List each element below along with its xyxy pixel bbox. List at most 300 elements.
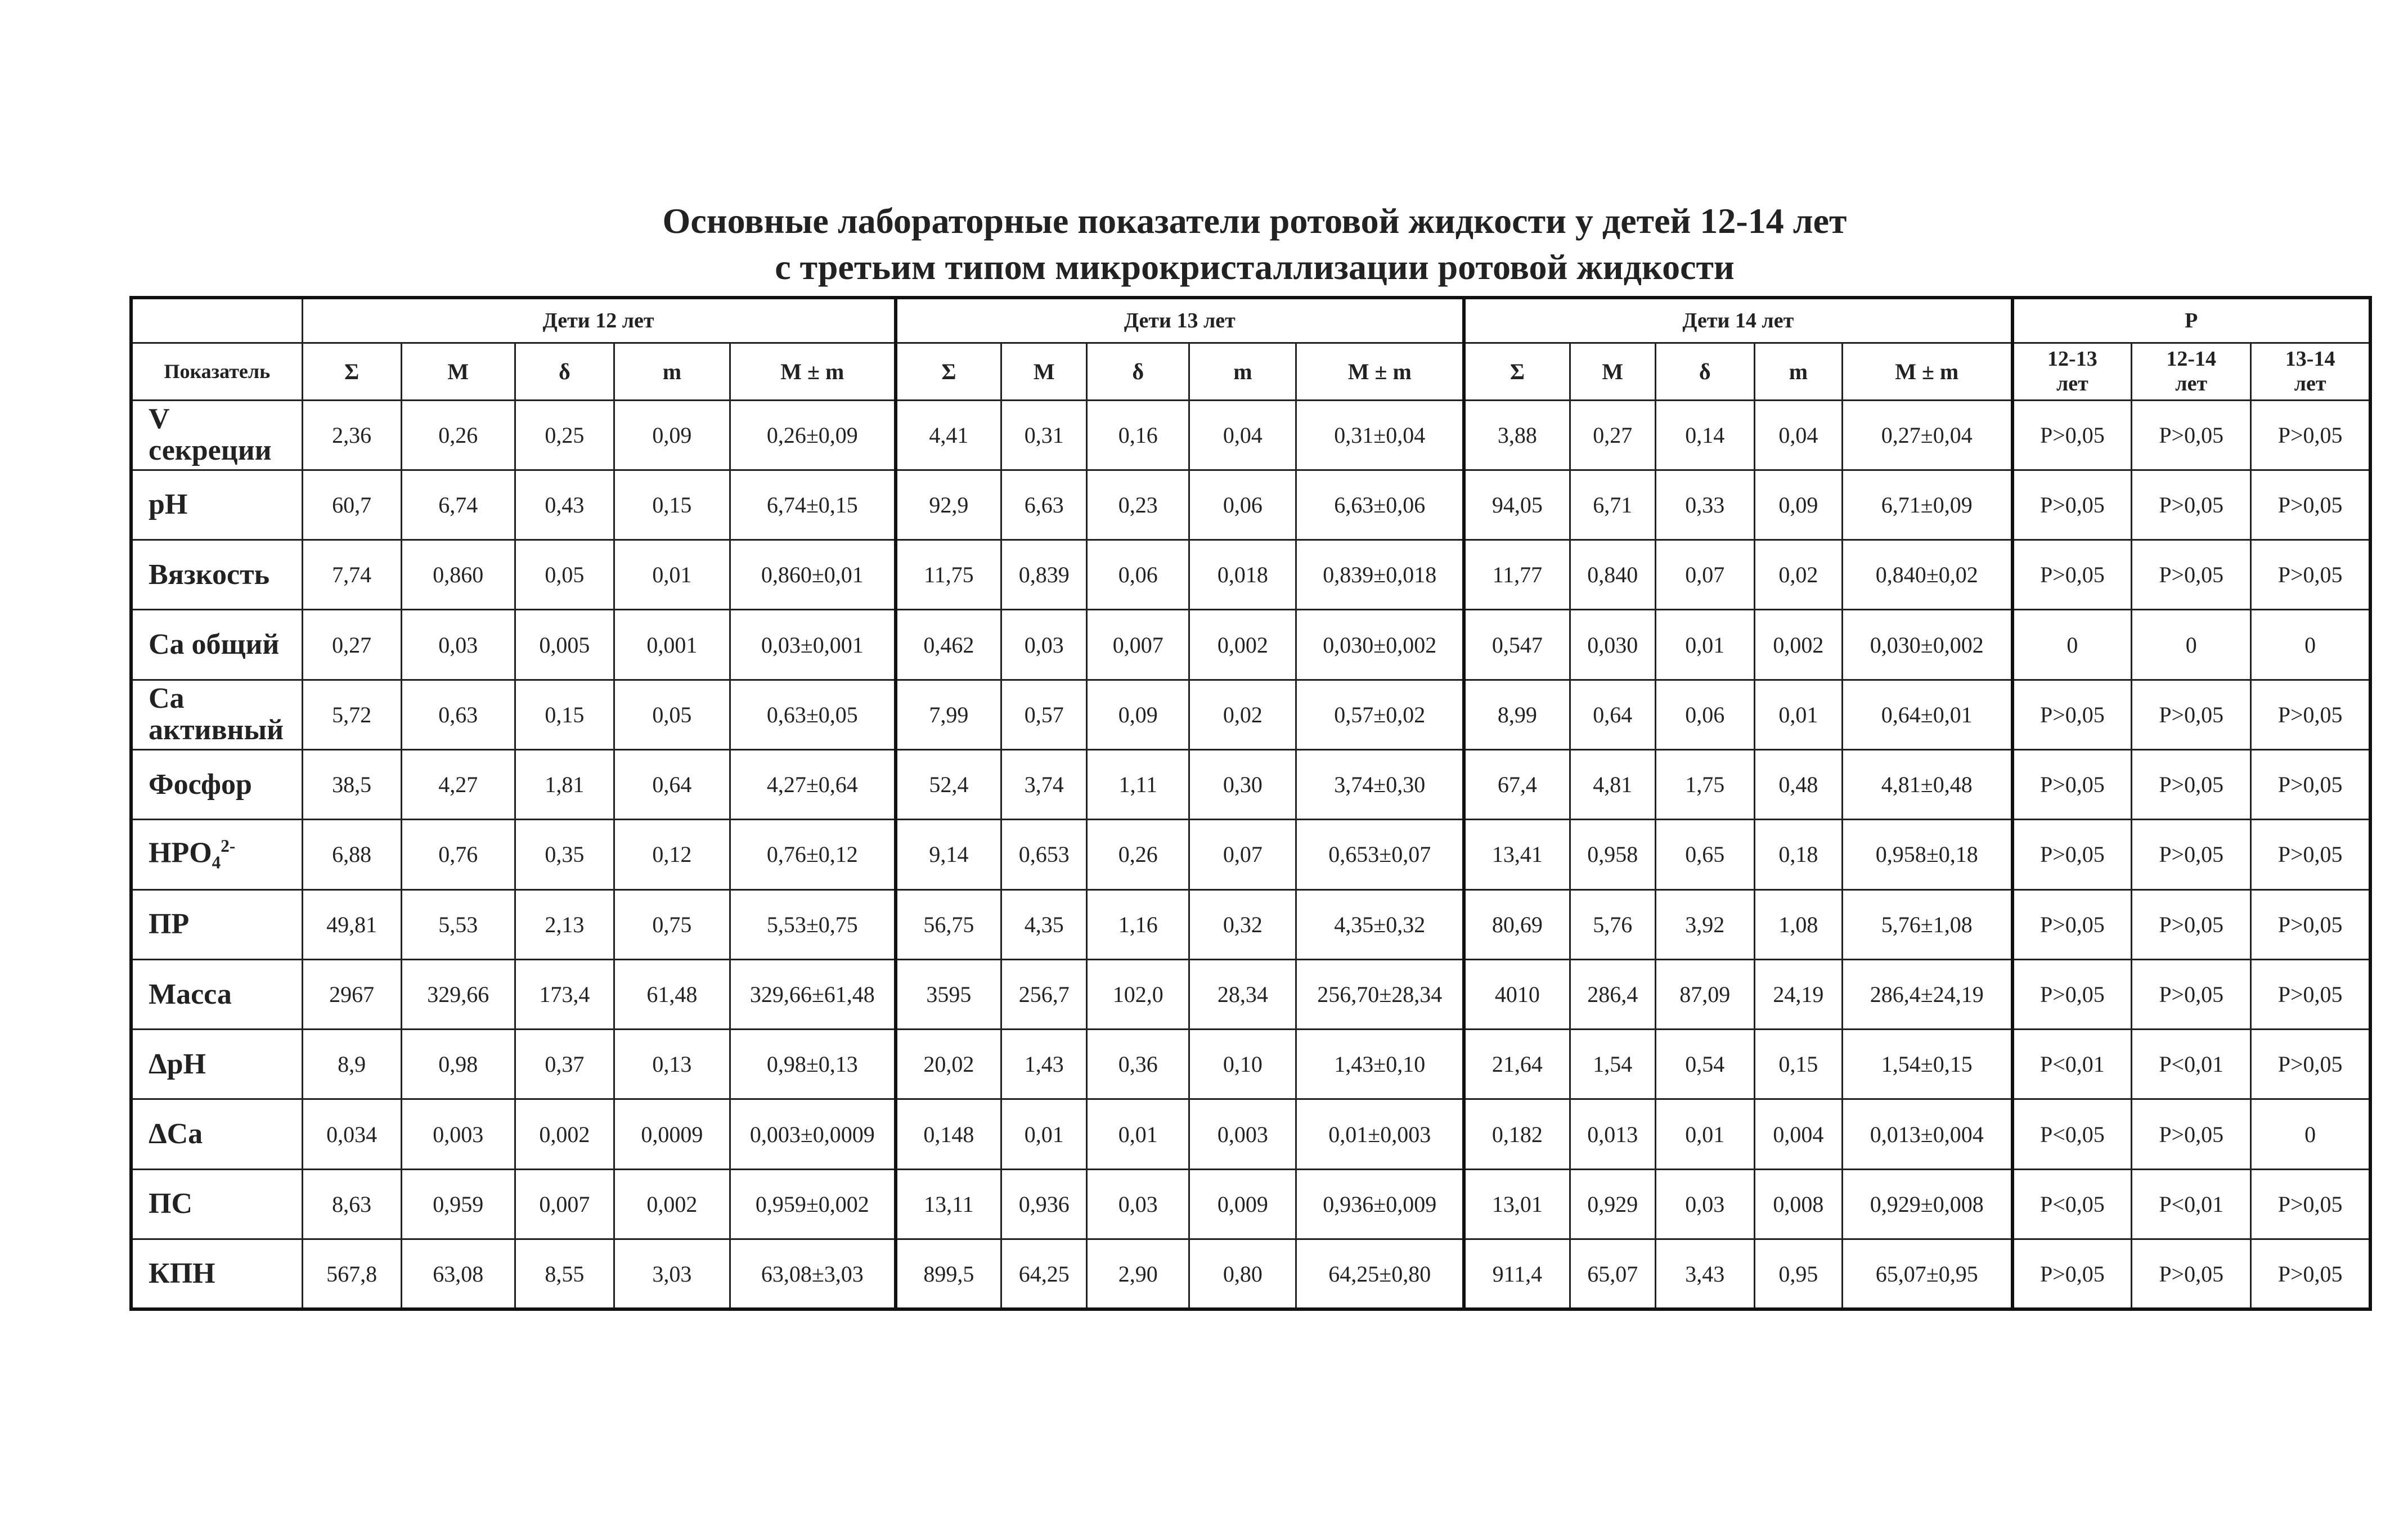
cell-g14-1: 4,81	[1570, 749, 1655, 819]
cell-g12-3: 0,001	[614, 610, 730, 680]
cell-g13-4: 256,70±28,34	[1296, 959, 1464, 1029]
col-header-p-2	[2251, 343, 2370, 400]
indicator-name-line2: активный	[149, 714, 284, 747]
cell-g14-2: 0,01	[1655, 1099, 1754, 1169]
cell-g14-0: 911,4	[1464, 1239, 1570, 1309]
cell-g14-3: 0,004	[1754, 1099, 1842, 1169]
cell-g14-3: 0,008	[1754, 1169, 1842, 1239]
cell-g12-0: 0,27	[302, 610, 401, 680]
cell-g14-0: 0,547	[1464, 610, 1570, 680]
cell-g13-2: 0,23	[1087, 470, 1189, 540]
cell-g14-4: 0,64±0,01	[1842, 680, 2012, 749]
cell-g12-2: 0,002	[515, 1099, 614, 1169]
p-range-label: 12-13	[2047, 347, 2097, 371]
row-indicator-name	[131, 959, 302, 1029]
cell-g13-3: 0,04	[1189, 400, 1296, 470]
title-line-1: Основные лабораторные показатели ротовой жидкости у детей 12-14 лет	[662, 201, 1847, 241]
cell-g12-2: 8,55	[515, 1239, 614, 1309]
table-row	[131, 749, 2370, 819]
cell-g13-4: 4,35±0,32	[1296, 889, 1464, 959]
p-unit-label: лет	[2294, 372, 2326, 396]
row-indicator-name	[131, 889, 302, 959]
cell-g14-4: 0,929±0,008	[1842, 1169, 2012, 1239]
cell-p-2: P>0,05	[2251, 959, 2370, 1029]
cell-g12-1: 63,08	[401, 1239, 515, 1309]
cell-g14-3: 1,08	[1754, 889, 1842, 959]
col-header-p-1	[2132, 343, 2251, 400]
cell-g14-4: 286,4±24,19	[1842, 959, 2012, 1029]
cell-p-2: P>0,05	[2251, 749, 2370, 819]
cell-g14-3: 0,01	[1754, 680, 1842, 749]
cell-g13-1: 0,31	[1001, 400, 1087, 470]
cell-g12-0: 8,63	[302, 1169, 401, 1239]
indicator-header: Показатель	[131, 343, 302, 400]
cell-g14-2: 0,01	[1655, 610, 1754, 680]
cell-p-2: P>0,05	[2251, 470, 2370, 540]
table-body	[131, 400, 2370, 1309]
cell-g13-1: 0,03	[1001, 610, 1087, 680]
cell-g13-0: 0,148	[896, 1099, 1001, 1169]
cell-g14-0: 13,41	[1464, 820, 1570, 889]
indicator-name-line2: секреции	[149, 434, 272, 467]
cell-g14-0: 94,05	[1464, 470, 1570, 540]
cell-g14-2: 0,54	[1655, 1030, 1754, 1099]
group-header-14: Дети 14 лет	[1464, 298, 2012, 343]
indicator-name-line1: КПН	[149, 1257, 215, 1290]
group-header-row	[131, 298, 2370, 343]
row-indicator-name	[131, 470, 302, 540]
cell-p-1: P>0,05	[2132, 820, 2251, 889]
cell-g14-1: 6,71	[1570, 470, 1655, 540]
row-indicator-name	[131, 610, 302, 680]
cell-p-2: P>0,05	[2251, 820, 2370, 889]
cell-g12-4: 0,003±0,0009	[730, 1099, 895, 1169]
cell-g14-3: 0,09	[1754, 470, 1842, 540]
cell-g13-0: 7,99	[896, 680, 1001, 749]
cell-g14-3: 0,04	[1754, 400, 1842, 470]
cell-g12-3: 0,13	[614, 1030, 730, 1099]
cell-g14-3: 0,48	[1754, 749, 1842, 819]
cell-g12-1: 0,98	[401, 1030, 515, 1099]
cell-p-0: P>0,05	[2012, 680, 2132, 749]
table-row	[131, 1030, 2370, 1099]
cell-g12-0: 0,034	[302, 1099, 401, 1169]
cell-g14-2: 87,09	[1655, 959, 1754, 1029]
cell-g13-3: 0,009	[1189, 1169, 1296, 1239]
table-row	[131, 470, 2370, 540]
col-header-delta-12: δ	[515, 343, 614, 400]
indicator-name-line1: Ca	[149, 682, 185, 715]
cell-g13-2: 1,11	[1087, 749, 1189, 819]
cell-g13-2: 2,90	[1087, 1239, 1189, 1309]
indicator-name-line1: pH	[149, 488, 188, 521]
cell-g13-0: 11,75	[896, 540, 1001, 610]
cell-g13-1: 4,35	[1001, 889, 1087, 959]
cell-g14-1: 0,013	[1570, 1099, 1655, 1169]
cell-g14-1: 286,4	[1570, 959, 1655, 1029]
cell-g13-1: 1,43	[1001, 1030, 1087, 1099]
cell-g12-4: 0,959±0,002	[730, 1169, 895, 1239]
group-header-13: Дети 13 лет	[896, 298, 1464, 343]
col-header-delta-14: δ	[1655, 343, 1754, 400]
indicator-name-line1: V	[149, 403, 170, 435]
cell-g12-4: 0,03±0,001	[730, 610, 895, 680]
cell-g14-2: 0,14	[1655, 400, 1754, 470]
cell-g13-3: 0,80	[1189, 1239, 1296, 1309]
p-range-label: 12-14	[2166, 347, 2217, 371]
indicator-name-line1: Масса	[149, 978, 232, 1010]
cell-p-1: P<0,01	[2132, 1030, 2251, 1099]
cell-g14-4: 1,54±0,15	[1842, 1030, 2012, 1099]
cell-g12-4: 0,98±0,13	[730, 1030, 895, 1099]
cell-g13-0: 4,41	[896, 400, 1001, 470]
cell-g12-4: 6,74±0,15	[730, 470, 895, 540]
cell-p-2: P>0,05	[2251, 889, 2370, 959]
cell-g12-3: 0,75	[614, 889, 730, 959]
group-header-12: Дети 12 лет	[302, 298, 896, 343]
cell-g12-4: 0,76±0,12	[730, 820, 895, 889]
cell-g13-0: 3595	[896, 959, 1001, 1029]
cell-g12-1: 0,76	[401, 820, 515, 889]
cell-g14-4: 0,013±0,004	[1842, 1099, 2012, 1169]
col-header-p-0	[2012, 343, 2132, 400]
cell-g13-3: 0,002	[1189, 610, 1296, 680]
cell-g13-4: 0,01±0,003	[1296, 1099, 1464, 1169]
cell-g13-4: 0,31±0,04	[1296, 400, 1464, 470]
cell-p-1: P>0,05	[2132, 1099, 2251, 1169]
cell-g12-3: 0,002	[614, 1169, 730, 1239]
cell-g14-0: 80,69	[1464, 889, 1570, 959]
cell-g13-3: 28,34	[1189, 959, 1296, 1029]
cell-g12-4: 0,63±0,05	[730, 680, 895, 749]
cell-g12-2: 2,13	[515, 889, 614, 959]
row-indicator-name	[131, 400, 302, 470]
sub-header-row	[131, 343, 2370, 400]
table-row	[131, 820, 2370, 889]
indicator-name-line1: HPO	[149, 837, 212, 869]
cell-g14-4: 0,958±0,18	[1842, 820, 2012, 889]
cell-g14-3: 0,18	[1754, 820, 1842, 889]
cell-g12-2: 1,81	[515, 749, 614, 819]
cell-g13-0: 0,462	[896, 610, 1001, 680]
cell-g14-2: 1,75	[1655, 749, 1754, 819]
cell-g13-3: 0,07	[1189, 820, 1296, 889]
col-header-mean-pm-error-14: M ± m	[1842, 343, 2012, 400]
table-title	[129, 198, 2380, 290]
cell-g13-1: 64,25	[1001, 1239, 1087, 1309]
table-row	[131, 1099, 2370, 1169]
indicator-name-line1: Вязкость	[149, 558, 270, 591]
row-indicator-name	[131, 820, 302, 889]
cell-g12-3: 0,0009	[614, 1099, 730, 1169]
cell-p-2: P>0,05	[2251, 680, 2370, 749]
cell-g12-4: 4,27±0,64	[730, 749, 895, 819]
cell-g14-4: 65,07±0,95	[1842, 1239, 2012, 1309]
cell-g14-4: 5,76±1,08	[1842, 889, 2012, 959]
cell-g13-0: 20,02	[896, 1030, 1001, 1099]
table-row	[131, 959, 2370, 1029]
cell-g14-1: 0,929	[1570, 1169, 1655, 1239]
cell-g14-0: 0,182	[1464, 1099, 1570, 1169]
cell-p-0: P>0,05	[2012, 820, 2132, 889]
cell-g12-0: 2967	[302, 959, 401, 1029]
cell-g14-2: 3,43	[1655, 1239, 1754, 1309]
cell-g13-0: 92,9	[896, 470, 1001, 540]
cell-g14-4: 4,81±0,48	[1842, 749, 2012, 819]
cell-g14-0: 13,01	[1464, 1169, 1570, 1239]
cell-g14-4: 0,840±0,02	[1842, 540, 2012, 610]
cell-g14-1: 0,27	[1570, 400, 1655, 470]
cell-g13-0: 9,14	[896, 820, 1001, 889]
cell-g13-1: 0,57	[1001, 680, 1087, 749]
cell-g13-4: 0,839±0,018	[1296, 540, 1464, 610]
col-header-mean-12: M	[401, 343, 515, 400]
cell-g14-2: 3,92	[1655, 889, 1754, 959]
cell-p-0: P>0,05	[2012, 540, 2132, 610]
cell-g14-0: 11,77	[1464, 540, 1570, 610]
table-row	[131, 610, 2370, 680]
cell-g14-2: 0,33	[1655, 470, 1754, 540]
cell-g12-3: 0,15	[614, 470, 730, 540]
cell-g12-1: 0,26	[401, 400, 515, 470]
cell-g14-1: 5,76	[1570, 889, 1655, 959]
cell-g13-2: 1,16	[1087, 889, 1189, 959]
cell-g13-0: 899,5	[896, 1239, 1001, 1309]
cell-g13-4: 0,936±0,009	[1296, 1169, 1464, 1239]
cell-g12-0: 60,7	[302, 470, 401, 540]
cell-g12-1: 329,66	[401, 959, 515, 1029]
cell-g13-2: 0,06	[1087, 540, 1189, 610]
cell-g12-2: 0,05	[515, 540, 614, 610]
cell-p-1: P>0,05	[2132, 680, 2251, 749]
cell-g12-0: 6,88	[302, 820, 401, 889]
cell-g13-2: 0,26	[1087, 820, 1189, 889]
cell-p-0: P>0,05	[2012, 400, 2132, 470]
cell-g12-1: 0,860	[401, 540, 515, 610]
p-unit-label: лет	[2056, 372, 2088, 396]
cell-g12-4: 63,08±3,03	[730, 1239, 895, 1309]
row-indicator-name	[131, 749, 302, 819]
cell-g13-0: 56,75	[896, 889, 1001, 959]
row-indicator-name	[131, 680, 302, 749]
cell-g13-3: 0,018	[1189, 540, 1296, 610]
indicator-name-line1: ПР	[149, 908, 190, 941]
cell-p-1: P>0,05	[2132, 400, 2251, 470]
col-header-sigma-12: Σ	[302, 343, 401, 400]
cell-g12-3: 0,12	[614, 820, 730, 889]
cell-g13-4: 64,25±0,80	[1296, 1239, 1464, 1309]
cell-g12-4: 0,26±0,09	[730, 400, 895, 470]
cell-g13-2: 0,01	[1087, 1099, 1189, 1169]
cell-g13-3: 0,30	[1189, 749, 1296, 819]
cell-g12-1: 0,03	[401, 610, 515, 680]
cell-g13-1: 0,936	[1001, 1169, 1087, 1239]
table-row	[131, 889, 2370, 959]
cell-g13-2: 0,16	[1087, 400, 1189, 470]
cell-g14-3: 0,002	[1754, 610, 1842, 680]
cell-g12-0: 7,74	[302, 540, 401, 610]
cell-g13-4: 3,74±0,30	[1296, 749, 1464, 819]
cell-g12-4: 0,860±0,01	[730, 540, 895, 610]
lab-indicators-table	[129, 296, 2372, 1311]
cell-g13-0: 52,4	[896, 749, 1001, 819]
cell-g12-1: 4,27	[401, 749, 515, 819]
cell-g13-2: 0,007	[1087, 610, 1189, 680]
cell-g14-1: 0,030	[1570, 610, 1655, 680]
cell-g13-1: 256,7	[1001, 959, 1087, 1029]
cell-g13-1: 0,01	[1001, 1099, 1087, 1169]
cell-g13-4: 1,43±0,10	[1296, 1030, 1464, 1099]
cell-p-0: P<0,05	[2012, 1169, 2132, 1239]
cell-p-1: 0	[2132, 610, 2251, 680]
cell-g14-2: 0,07	[1655, 540, 1754, 610]
cell-g14-1: 0,64	[1570, 680, 1655, 749]
cell-g13-2: 102,0	[1087, 959, 1189, 1029]
cell-g13-2: 0,36	[1087, 1030, 1189, 1099]
cell-g14-3: 0,02	[1754, 540, 1842, 610]
cell-p-2: 0	[2251, 1099, 2370, 1169]
cell-g12-1: 5,53	[401, 889, 515, 959]
indicator-name-line1: ΔCa	[149, 1118, 203, 1151]
cell-g14-1: 65,07	[1570, 1239, 1655, 1309]
cell-g12-2: 0,007	[515, 1169, 614, 1239]
cell-g13-1: 0,839	[1001, 540, 1087, 610]
cell-g12-0: 5,72	[302, 680, 401, 749]
cell-g13-3: 0,06	[1189, 470, 1296, 540]
cell-p-2: P>0,05	[2251, 1239, 2370, 1309]
cell-g14-3: 0,15	[1754, 1030, 1842, 1099]
table-row	[131, 400, 2370, 470]
cell-g13-3: 0,02	[1189, 680, 1296, 749]
row-indicator-name	[131, 1030, 302, 1099]
cell-p-2: P>0,05	[2251, 540, 2370, 610]
cell-p-1: P>0,05	[2132, 540, 2251, 610]
cell-g13-3: 0,32	[1189, 889, 1296, 959]
indicator-name-superscript: 2-	[221, 836, 236, 856]
cell-g13-0: 13,11	[896, 1169, 1001, 1239]
indicator-name-line1: ΔpH	[149, 1048, 206, 1080]
col-header-error-13: m	[1189, 343, 1296, 400]
cell-g14-0: 8,99	[1464, 680, 1570, 749]
cell-g12-4: 5,53±0,75	[730, 889, 895, 959]
cell-g13-3: 0,10	[1189, 1030, 1296, 1099]
cell-g12-2: 0,37	[515, 1030, 614, 1099]
indicator-name-line1: Ca общий	[149, 628, 280, 661]
cell-g12-0: 567,8	[302, 1239, 401, 1309]
cell-g14-1: 0,840	[1570, 540, 1655, 610]
cell-p-1: P>0,05	[2132, 470, 2251, 540]
cell-g12-0: 2,36	[302, 400, 401, 470]
row-indicator-name	[131, 540, 302, 610]
table-row	[131, 540, 2370, 610]
col-header-error-14: m	[1754, 343, 1842, 400]
row-indicator-name	[131, 1169, 302, 1239]
cell-g12-0: 49,81	[302, 889, 401, 959]
cell-p-0: P>0,05	[2012, 749, 2132, 819]
cell-g13-4: 0,030±0,002	[1296, 610, 1464, 680]
cell-g13-2: 0,03	[1087, 1169, 1189, 1239]
cell-g13-4: 0,57±0,02	[1296, 680, 1464, 749]
indicator-name-subscript: 4	[212, 852, 221, 873]
cell-g13-1: 3,74	[1001, 749, 1087, 819]
cell-g12-2: 173,4	[515, 959, 614, 1029]
cell-g12-2: 0,25	[515, 400, 614, 470]
cell-p-0: P<0,01	[2012, 1030, 2132, 1099]
table-row	[131, 680, 2370, 749]
cell-g12-3: 0,01	[614, 540, 730, 610]
cell-p-0: P<0,05	[2012, 1099, 2132, 1169]
cell-g12-2: 0,005	[515, 610, 614, 680]
cell-g14-2: 0,65	[1655, 820, 1754, 889]
col-header-error-12: m	[614, 343, 730, 400]
cell-p-1: P>0,05	[2132, 889, 2251, 959]
cell-p-1: P>0,05	[2132, 749, 2251, 819]
cell-g14-2: 0,06	[1655, 680, 1754, 749]
cell-p-0: P>0,05	[2012, 889, 2132, 959]
col-header-sigma-13: Σ	[896, 343, 1001, 400]
cell-p-0: 0	[2012, 610, 2132, 680]
col-header-sigma-14: Σ	[1464, 343, 1570, 400]
cell-g13-1: 0,653	[1001, 820, 1087, 889]
col-header-mean-pm-error-13: M ± m	[1296, 343, 1464, 400]
cell-g13-4: 6,63±0,06	[1296, 470, 1464, 540]
cell-g12-1: 0,959	[401, 1169, 515, 1239]
cell-g14-1: 1,54	[1570, 1030, 1655, 1099]
cell-g12-3: 0,09	[614, 400, 730, 470]
cell-p-0: P>0,05	[2012, 959, 2132, 1029]
p-unit-label: лет	[2175, 372, 2208, 396]
col-header-delta-13: δ	[1087, 343, 1189, 400]
cell-g12-3: 61,48	[614, 959, 730, 1029]
cell-g12-3: 3,03	[614, 1239, 730, 1309]
title-line-2: с третьим типом микрокристаллизации ротовой жидкости	[775, 247, 1735, 287]
cell-g14-1: 0,958	[1570, 820, 1655, 889]
cell-g12-3: 0,05	[614, 680, 730, 749]
cell-g14-0: 67,4	[1464, 749, 1570, 819]
cell-p-1: P<0,01	[2132, 1169, 2251, 1239]
cell-g12-0: 8,9	[302, 1030, 401, 1099]
table-row	[131, 1239, 2370, 1309]
col-header-mean-13: M	[1001, 343, 1087, 400]
cell-g13-1: 6,63	[1001, 470, 1087, 540]
table-row	[131, 1169, 2370, 1239]
cell-g12-2: 0,35	[515, 820, 614, 889]
cell-g14-4: 0,030±0,002	[1842, 610, 2012, 680]
cell-g12-3: 0,64	[614, 749, 730, 819]
cell-g14-0: 21,64	[1464, 1030, 1570, 1099]
cell-g13-4: 0,653±0,07	[1296, 820, 1464, 889]
cell-g12-0: 38,5	[302, 749, 401, 819]
cell-p-1: P>0,05	[2132, 959, 2251, 1029]
cell-g14-2: 0,03	[1655, 1169, 1754, 1239]
row-indicator-name	[131, 1239, 302, 1309]
cell-p-2: P>0,05	[2251, 1169, 2370, 1239]
row-indicator-name	[131, 1099, 302, 1169]
cell-g13-3: 0,003	[1189, 1099, 1296, 1169]
cell-g14-0: 3,88	[1464, 400, 1570, 470]
cell-g14-3: 24,19	[1754, 959, 1842, 1029]
indicator-name-line1: ПС	[149, 1188, 192, 1220]
cell-g12-1: 6,74	[401, 470, 515, 540]
cell-g12-4: 329,66±61,48	[730, 959, 895, 1029]
cell-p-2: P>0,05	[2251, 400, 2370, 470]
cell-g12-2: 0,15	[515, 680, 614, 749]
cell-g12-2: 0,43	[515, 470, 614, 540]
p-range-label: 13-14	[2285, 347, 2335, 371]
cell-g13-2: 0,09	[1087, 680, 1189, 749]
cell-g14-0: 4010	[1464, 959, 1570, 1029]
cell-g14-3: 0,95	[1754, 1239, 1842, 1309]
